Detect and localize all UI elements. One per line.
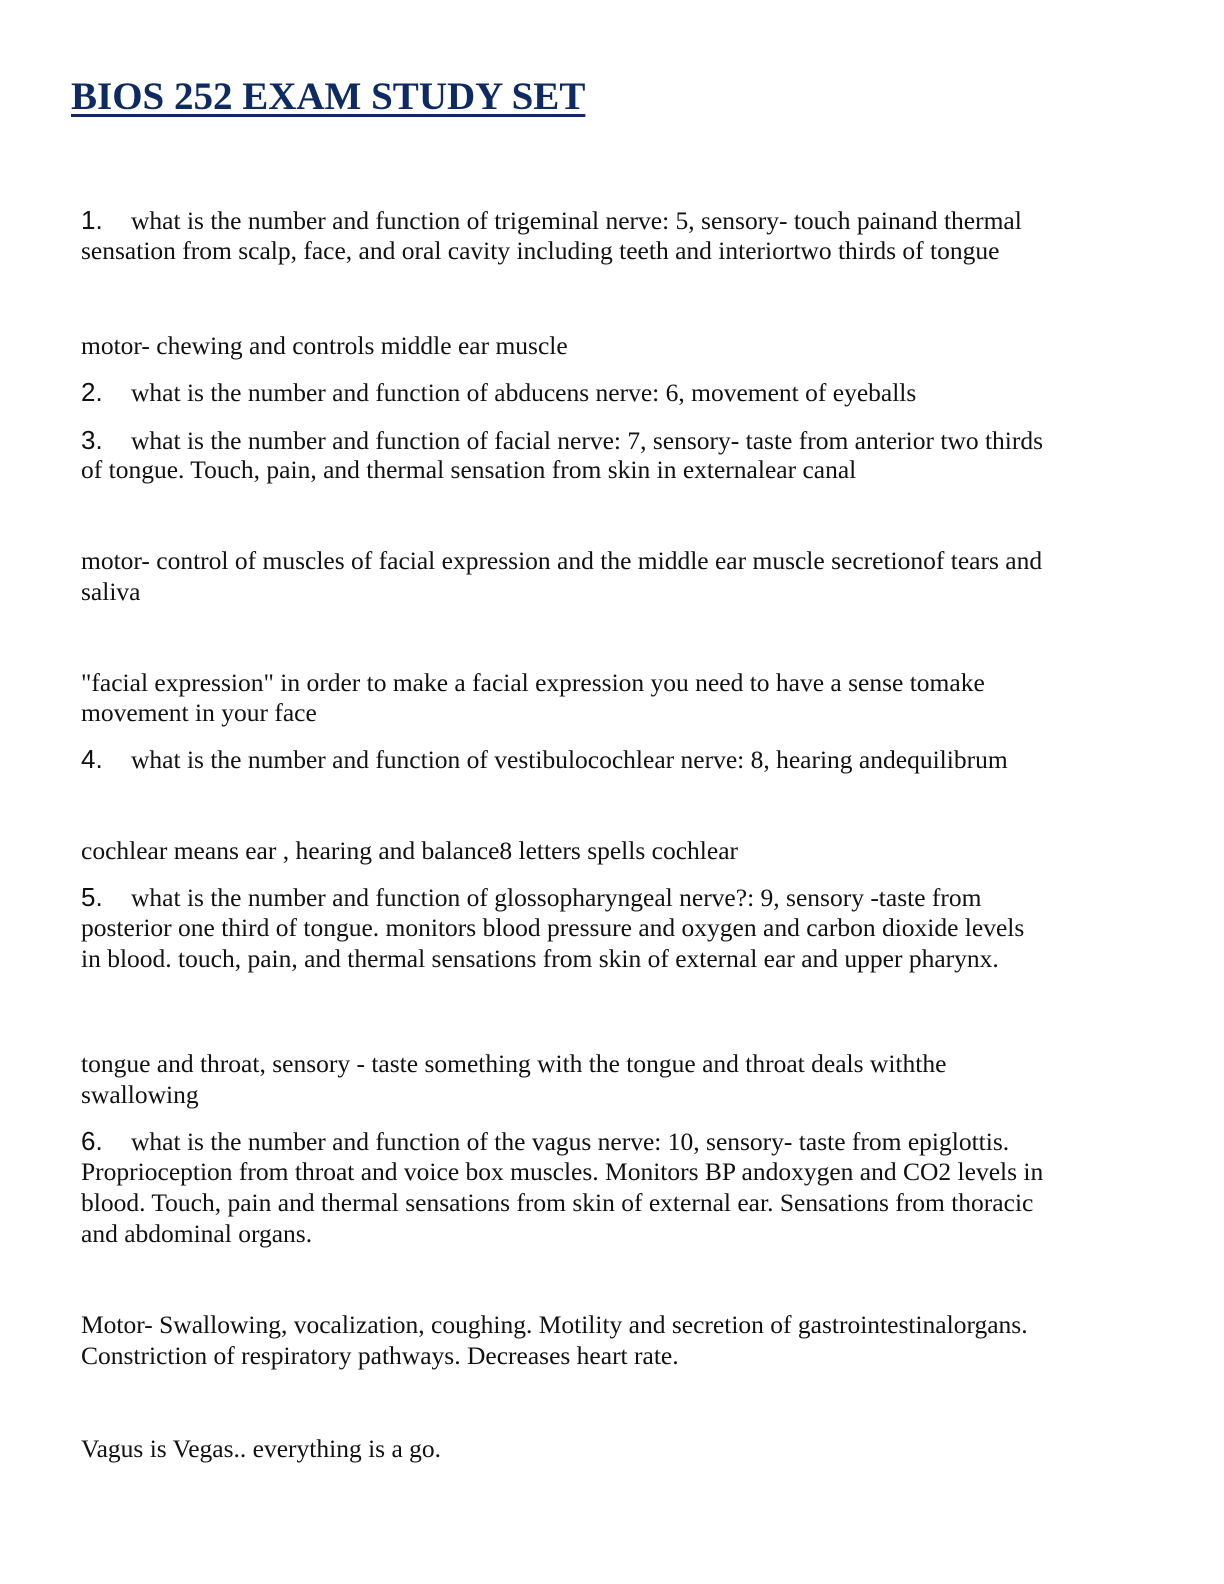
question-2-line — [81, 377, 916, 407]
note-text: Motor- Swallowing, vocalization, coughing. Motility and secretion of gastrointestinalorgans. — [81, 1310, 1028, 1339]
question-6-line: blood. Touch, pain and thermal sensations from skin of external ear. Sensations from thoracic — [81, 1188, 1034, 1217]
note-text: Constriction of respiratory pathways. Decreases heart rate. — [81, 1341, 679, 1370]
question-number: 3. — [81, 425, 103, 455]
question-3-line — [81, 425, 1043, 455]
question-6-line: Proprioception from throat and voice box muscles. Monitors BP andoxygen and CO2 levels in — [81, 1157, 1044, 1186]
question-text: what is the number and function of vestibulocochlear nerve: 8, hearing andequilibrum — [131, 745, 1008, 774]
note-text: motor- chewing and controls middle ear muscle — [81, 331, 568, 360]
question-text: what is the number and function of facial nerve: 7, sensory- taste from anterior two thirds — [131, 426, 1044, 455]
note-text: Vagus is Vegas.. everything is a go. — [81, 1434, 442, 1463]
note-text: tongue and throat, sensory - taste something with the tongue and throat deals withthe — [81, 1049, 947, 1078]
question-number: 5. — [81, 882, 103, 912]
question-1-line — [81, 205, 1022, 235]
question-3-line: of tongue. Touch, pain, and thermal sensation from skin in externalear canal — [81, 455, 857, 484]
question-number: 6. — [81, 1126, 103, 1156]
note-text: swallowing — [81, 1080, 199, 1109]
question-5-line: posterior one third of tongue. monitors blood pressure and oxygen and carbon dioxide levels — [81, 913, 1025, 942]
note-text: cochlear means ear , hearing and balance8 letters spells cochlear — [81, 836, 738, 865]
document-title: BIOS 252 EXAM STUDY SET — [71, 75, 586, 118]
question-5-line: in blood. touch, pain, and thermal sensations from skin of external ear and upper pharynx. — [81, 944, 999, 973]
note-text: saliva — [81, 577, 141, 606]
question-number: 1. — [81, 205, 103, 235]
question-number: 4. — [81, 744, 103, 774]
note-text: motor- control of muscles of facial expression and the middle ear muscle secretionof tears and — [81, 546, 1043, 575]
note-text: movement in your face — [81, 698, 317, 727]
question-text: what is the number and function of abducens nerve: 6, movement of eyeballs — [131, 378, 917, 407]
question-text: what is the number and function of the vagus nerve: 10, sensory- taste from epiglottis. — [131, 1127, 1010, 1156]
question-number: 2. — [81, 377, 103, 407]
question-text: what is the number and function of glossopharyngeal nerve?: 9, sensory -taste from — [131, 883, 982, 912]
question-5-line — [81, 882, 981, 912]
question-6-line — [81, 1126, 1009, 1156]
question-4-line — [81, 744, 1008, 774]
question-1-line: sensation from scalp, face, and oral cavity including teeth and interiortwo thirds of tongue — [81, 236, 1000, 265]
question-text: what is the number and function of trigeminal nerve: 5, sensory- touch painand thermal — [131, 206, 1022, 235]
note-text: "facial expression" in order to make a facial expression you need to have a sense tomake — [81, 668, 985, 697]
question-6-line: and abdominal organs. — [81, 1219, 313, 1248]
